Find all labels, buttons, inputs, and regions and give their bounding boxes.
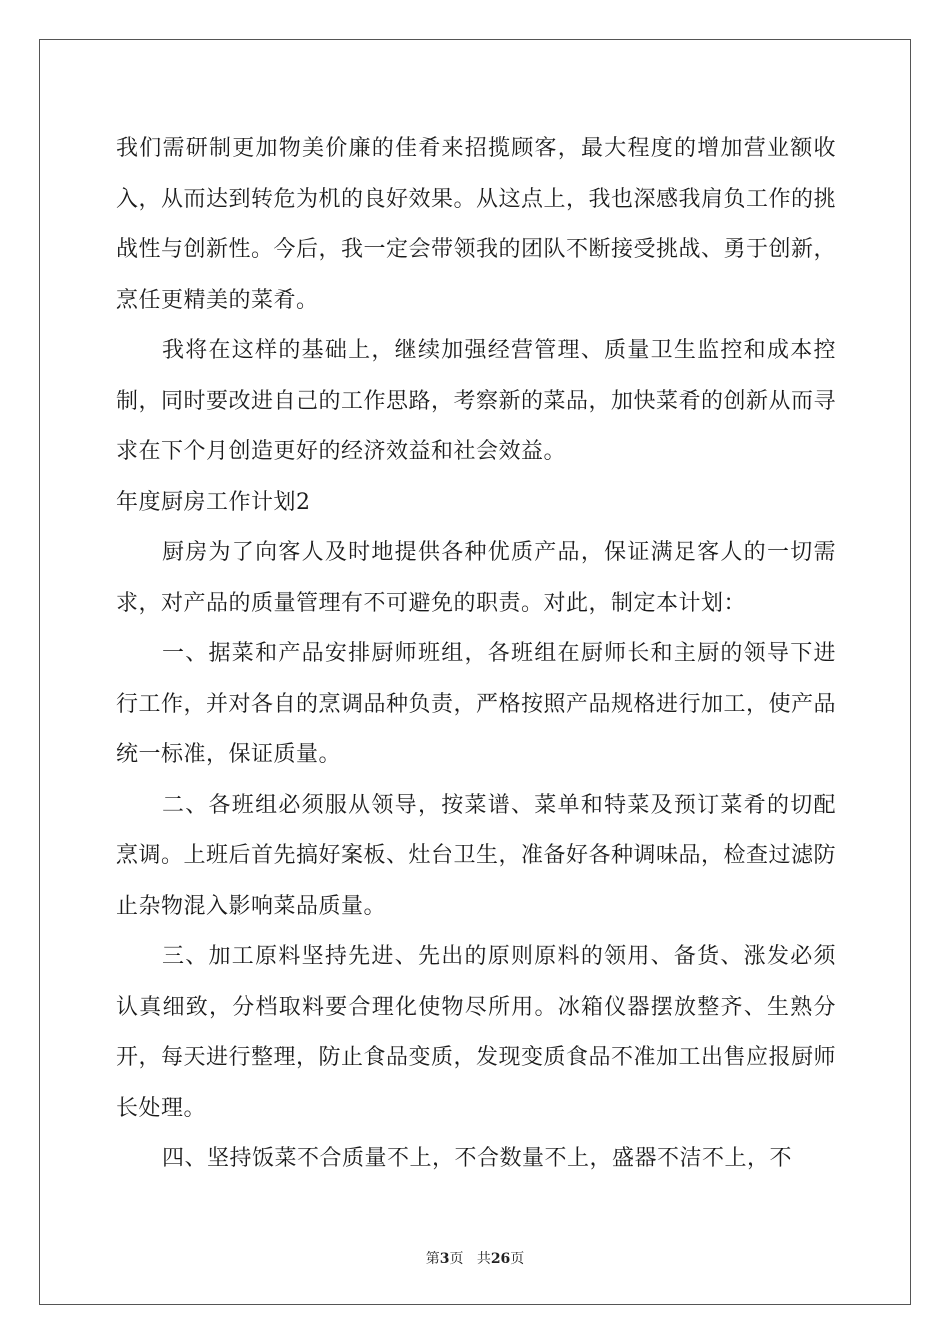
page-prefix: 第 [425, 1251, 440, 1267]
current-page-number: 3 [439, 1251, 450, 1267]
total-prefix: 共 [476, 1251, 491, 1267]
paragraph-continued: 我们需研制更加物美价廉的佳肴来招揽顾客，最大程度的增加营业额收入，从而达到转危为机的良好效果。从这点上，我也深感我肩负工作的挑战性与创新性。今后，我一定会带领我的团队不断接受挑战、勇于创新，烹任更精美的菜肴。 [116, 136, 837, 313]
paragraph: 我将在这样的基础上，继续加强经营管理、质量卫生监控和成本控制，同时要改进自己的工作思路，考察新的菜品，加快菜肴的创新从而寻求在下个月创造更好的经济效益和社会效益。 [116, 338, 837, 464]
section-heading: 年度厨房工作计划2 [116, 489, 311, 515]
paragraph: 厨房为了向客人及时地提供各种优质产品，保证满足客人的一切需求，对产品的质量管理有不可避免的职责。对此，制定本计划： [116, 540, 836, 616]
page-footer [0, 1248, 950, 1268]
paragraph: 四、坚持饭菜不合质量不上，不合数量不上，盛器不洁不上，不 [162, 1146, 793, 1171]
paragraph: 一、据菜和产品安排厨师班组，各班组在厨师长和主厨的领导下进行工作，并对各自的烹调品种负责，严格按照产品规格进行加工，使产品统一标准，保证质量。 [116, 641, 837, 767]
paragraph: 二、各班组必须服从领导，按菜谱、菜单和特菜及预订菜肴的切配烹调。上班后首先搞好案板、灶台卫生，准备好各种调味品，检查过滤防止杂物混入影响菜品质量。 [116, 792, 837, 919]
total-pages-number: 26 [490, 1251, 511, 1267]
document-body [116, 124, 836, 1185]
paragraph: 三、加工原料坚持先进、先出的原则原料的领用、备货、涨发必须认真细致，分档取料要合理化使物尽所用。冰箱仪器摆放整齐、生熟分开，每天进行整理，防止食品变质，发现变质食品不准加工出售应报厨师长处理。 [116, 944, 837, 1121]
page-suffix: 页 [449, 1251, 464, 1267]
total-suffix: 页 [510, 1251, 525, 1267]
